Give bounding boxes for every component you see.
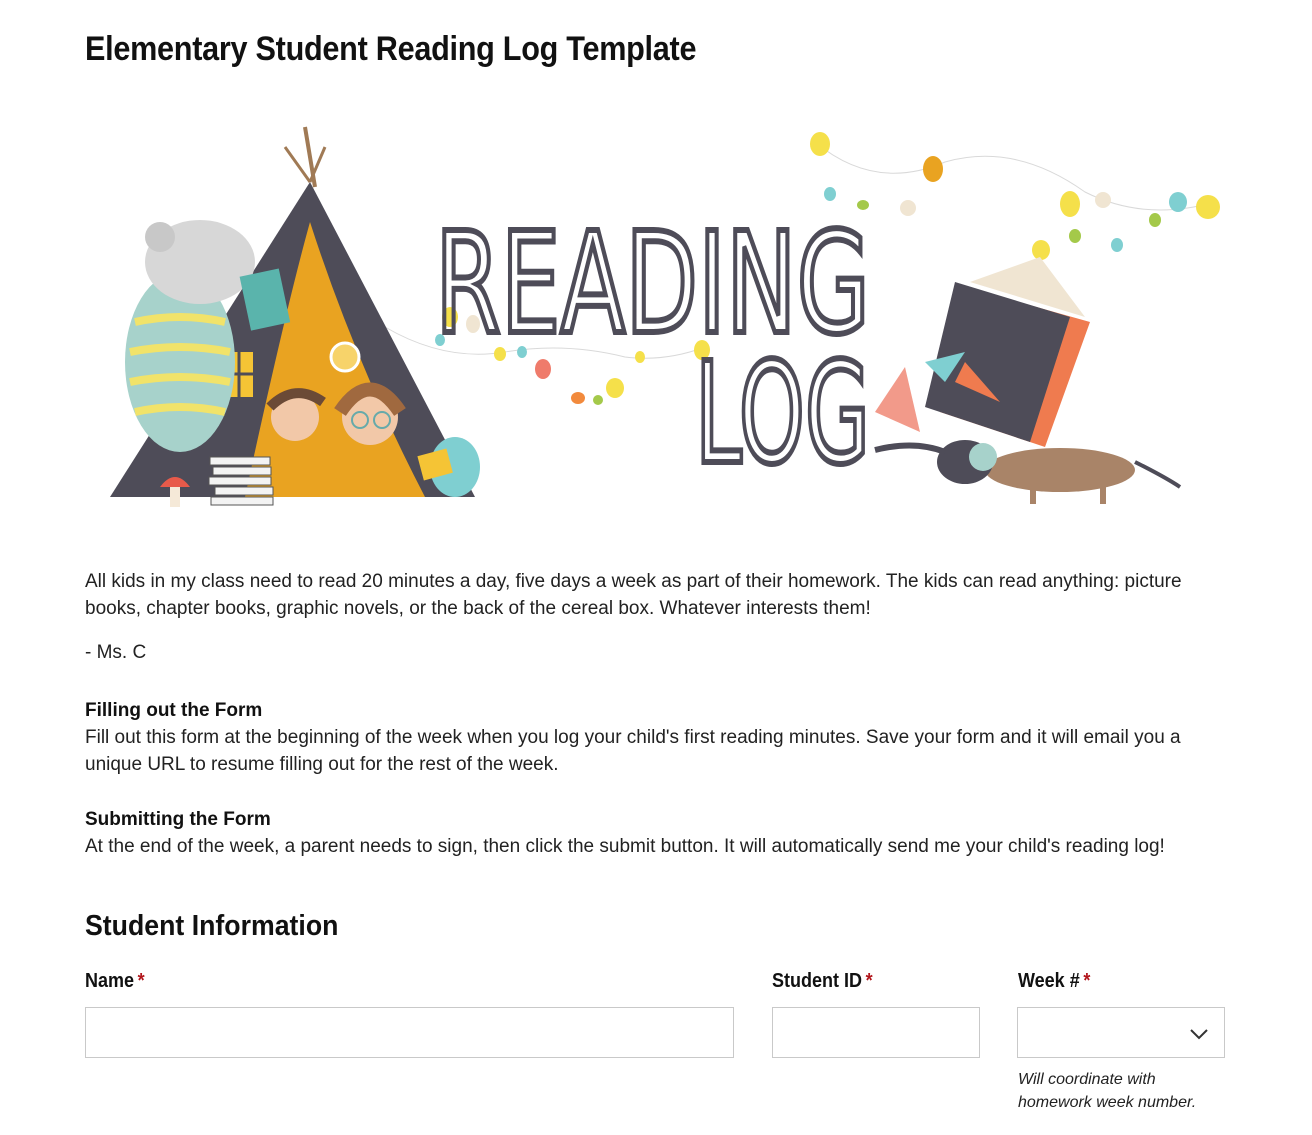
required-asterisk: * (137, 970, 145, 992)
name-label-text: Name (85, 970, 135, 992)
chevron-down-icon (1188, 1023, 1210, 1045)
week-label-text: Week # (1018, 970, 1080, 992)
required-asterisk: * (865, 970, 873, 992)
filling-section (85, 697, 1225, 778)
week-select[interactable] (1017, 1007, 1225, 1058)
string-lights-right (810, 132, 1220, 260)
banner-title-line2: LOG (695, 333, 870, 496)
name-input[interactable] (85, 1007, 734, 1058)
tent-illustration (110, 127, 480, 507)
week-label (1018, 970, 1090, 993)
submitting-heading: Submitting the Form (85, 809, 271, 830)
reading-log-banner (85, 112, 1225, 532)
intro-paragraph: All kids in my class need to read 20 minutes a day, five days a week as part of their homework. The kids can read anything: picture books, chapter books, graphic novels, or the back of the cereal box. Whatever interests them! (85, 571, 1182, 619)
required-asterisk: * (1083, 970, 1091, 992)
submitting-section (85, 806, 1225, 860)
banner-title-line1: READING (435, 203, 870, 366)
student-info-title: Student Information (85, 910, 339, 942)
filling-text: Fill out this form at the beginning of the week when you log your child's first reading minutes. Save your form and it will email you a unique URL to resume filling out for the rest of the week. (85, 727, 1181, 775)
week-helper-text: Will coordinate with homework week number. (1018, 1071, 1197, 1111)
student-id-input[interactable] (772, 1007, 980, 1058)
book-dog-illustration (875, 257, 1180, 504)
student-id-label (772, 970, 873, 993)
student-id-label-text: Student ID (772, 970, 862, 992)
filling-heading: Filling out the Form (85, 700, 263, 721)
submitting-text: At the end of the week, a parent needs to sign, then click the submit button. It will automatically send me your child's reading log! (85, 836, 1165, 857)
name-label (85, 970, 145, 993)
form-title: Elementary Student Reading Log Template (85, 30, 697, 68)
intro-text (85, 568, 1225, 622)
intro-signature: - Ms. C (85, 642, 147, 663)
